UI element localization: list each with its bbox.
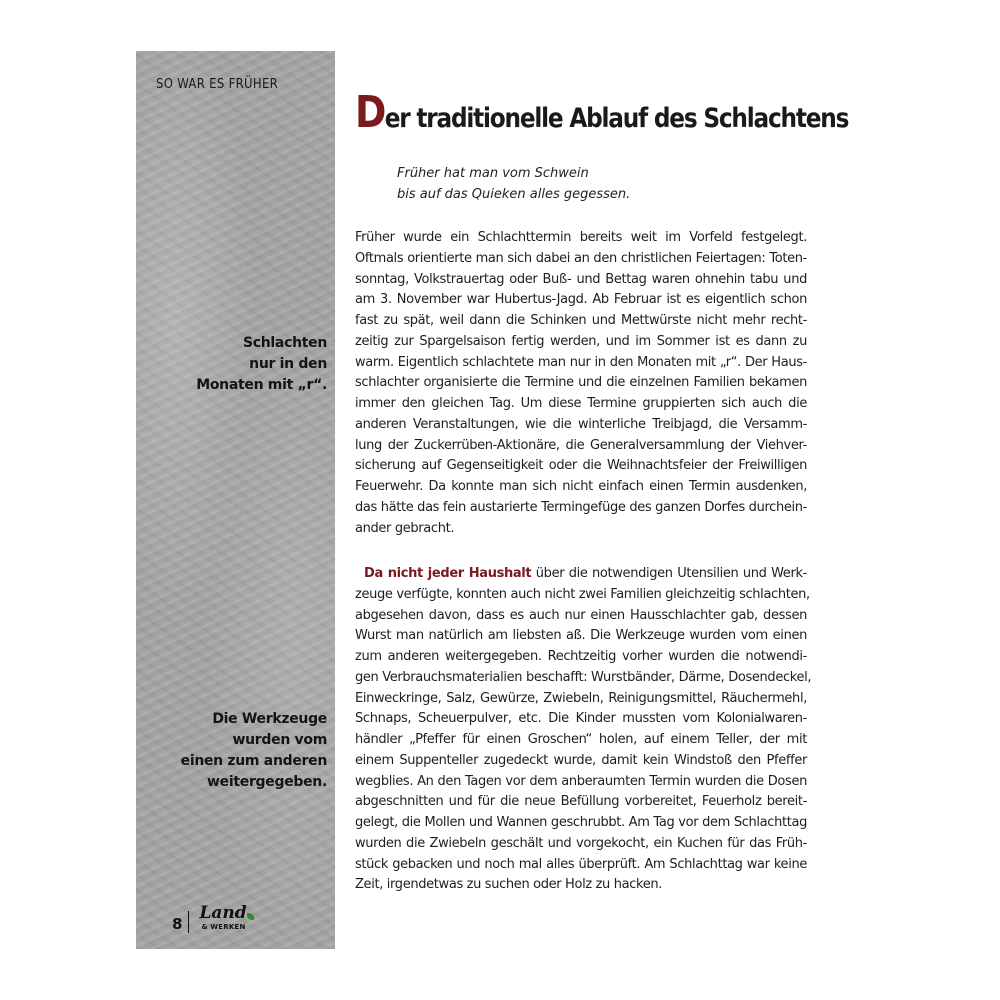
text-line: zeitig zur Spargelsaison fertig werden, und im Sommer ist es dann zu <box>355 333 807 349</box>
pull-quote-1 <box>196 333 327 396</box>
epigraph-line: bis auf das Quieken alles gegessen. <box>397 187 631 202</box>
text-line: sicherung auf Gegenseitigkeit oder die Weihnachtsfeier der Freiwilligen <box>355 458 807 474</box>
text-line: stück gebacken und noch mal alles überprüft. Am Schlachttag war keine <box>355 856 807 872</box>
paragraph-lead-in: Da nicht jeder Haushalt <box>364 566 532 581</box>
pull-quote-line: nur in den <box>249 356 327 372</box>
text-line: einem Suppenteller zugedeckt wurde, damit kein Windstoß den Pfeffer <box>355 752 807 768</box>
text-line: schlachter organisierte die Termine und die einzelnen Familien bekamen <box>355 375 807 391</box>
text-line: Feuerwehr. Da konnte man sich nicht einfach einen Termin ausdenken, <box>355 479 807 494</box>
page-footer <box>172 903 255 933</box>
sidebar-column <box>136 51 335 949</box>
text-line: sonntag, Volkstrauertag oder Buß- und Bettag waren ohnehin tabu und <box>355 271 807 287</box>
text-line: wurden die Zwiebeln geschält und vorgekocht, ein Kuchen für das Früh- <box>355 835 807 851</box>
text-line: abgesehen davon, dass es auch nur einen Hausschlachter gab, dessen <box>355 607 807 623</box>
paragraph-1 <box>355 228 807 539</box>
leaf-icon <box>247 913 254 920</box>
text-line: immer den gleichen Tag. Um diese Termine gruppierten sich auch die <box>355 396 807 411</box>
text-line: Oftmals orientierte man sich dabei an den christlichen Feiertagen: Toten- <box>355 250 807 266</box>
text-line: Einweckringe, Salz, Gewürze, Zwiebeln, Reinigungsmittel, Räuchermehl, <box>355 690 807 706</box>
pull-quote-line: Die Werkzeuge <box>212 711 327 727</box>
paragraph-2 <box>355 564 812 896</box>
pull-quote-2 <box>181 709 327 793</box>
title-text: er traditionelle Ablauf des Schlachtens <box>384 103 849 134</box>
pull-quote-line: Schlachten <box>242 335 327 351</box>
title-dropcap: D <box>355 87 385 138</box>
text-line: ander gebracht. <box>355 520 455 536</box>
section-label: SO WAR ES FRÜHER <box>156 77 279 92</box>
epigraph-line: Früher hat man vom Schwein <box>397 166 589 181</box>
text-line: warm. Eigentlich schlachtete man nur in den Monaten mit „r“. Der Haus- <box>355 354 807 370</box>
text-line: gen Verbrauchsmaterialien beschafft: Wurstbänder, Därme, Dosendeckel, <box>355 669 812 685</box>
text-line: fast zu spät, weil dann die Schinken und Mettwürste nicht mehr recht- <box>355 313 807 328</box>
text-line: Früher wurde ein Schlachttermin bereits weit im Vorfeld festgelegt. <box>355 230 807 245</box>
pull-quote-line: wurden vom <box>232 732 327 748</box>
publication-logo <box>195 903 255 933</box>
pull-quote-line: einen zum anderen <box>180 753 327 769</box>
text-line: Schnaps, Scheuerpulver, etc. Die Kinder mussten vom Kolonialwaren- <box>355 711 807 727</box>
text-line: zeuge verfügte, konnten auch nicht zwei Familien gleichzeitig schlachten, <box>355 586 810 602</box>
text-line: zum anderen weitergegeben. Rechtzeitig vorher wurden die notwendi- <box>355 649 807 664</box>
article-title <box>355 87 848 138</box>
text-line-first <box>355 564 807 585</box>
text-line: Wurst man natürlich am liebsten aß. Die Werkzeuge wurden vom einen <box>355 628 807 644</box>
text-line: anderen Veranstaltungen, wie die winterliche Treibjagd, die Versamm- <box>355 416 807 432</box>
text-line: abgeschnitten und für die neue Befüllung vorbereitet, Feuerholz bereit- <box>355 794 807 810</box>
epigraph <box>397 163 630 205</box>
page-number: 8 <box>172 915 183 933</box>
text-line: wegblies. An den Tagen vor dem anberaumten Termin wurden die Dosen <box>355 773 807 789</box>
logo-subtitle: & WERKEN <box>201 923 246 931</box>
logo-wordmark: Land <box>199 903 247 923</box>
text-line: lung der Zuckerrüben-Aktionäre, die Generalversammlung der Viehver- <box>355 437 807 453</box>
footer-divider <box>188 911 189 933</box>
text-line: gelegt, die Mollen und Wannen geschrubbt. Am Tag vor dem Schlachttag <box>355 815 807 830</box>
text-line: händler „Pfeffer für einen Groschen“ holen, auf einem Teller, der mit <box>355 732 807 747</box>
text-line-rest: über die notwendigen Utensilien und Werk- <box>531 566 807 581</box>
text-line: am 3. November war Hubertus-Jagd. Ab Februar ist es eigentlich schon <box>355 292 807 308</box>
text-line: Zeit, irgendetwas zu suchen oder Holz zu hacken. <box>355 877 663 893</box>
pull-quote-line: weitergegeben. <box>207 774 327 790</box>
text-line: das hätte das fein austarierte Termingefüge des ganzen Dorfes durchein- <box>355 499 807 515</box>
pull-quote-line: Monaten mit „r“. <box>196 377 327 393</box>
